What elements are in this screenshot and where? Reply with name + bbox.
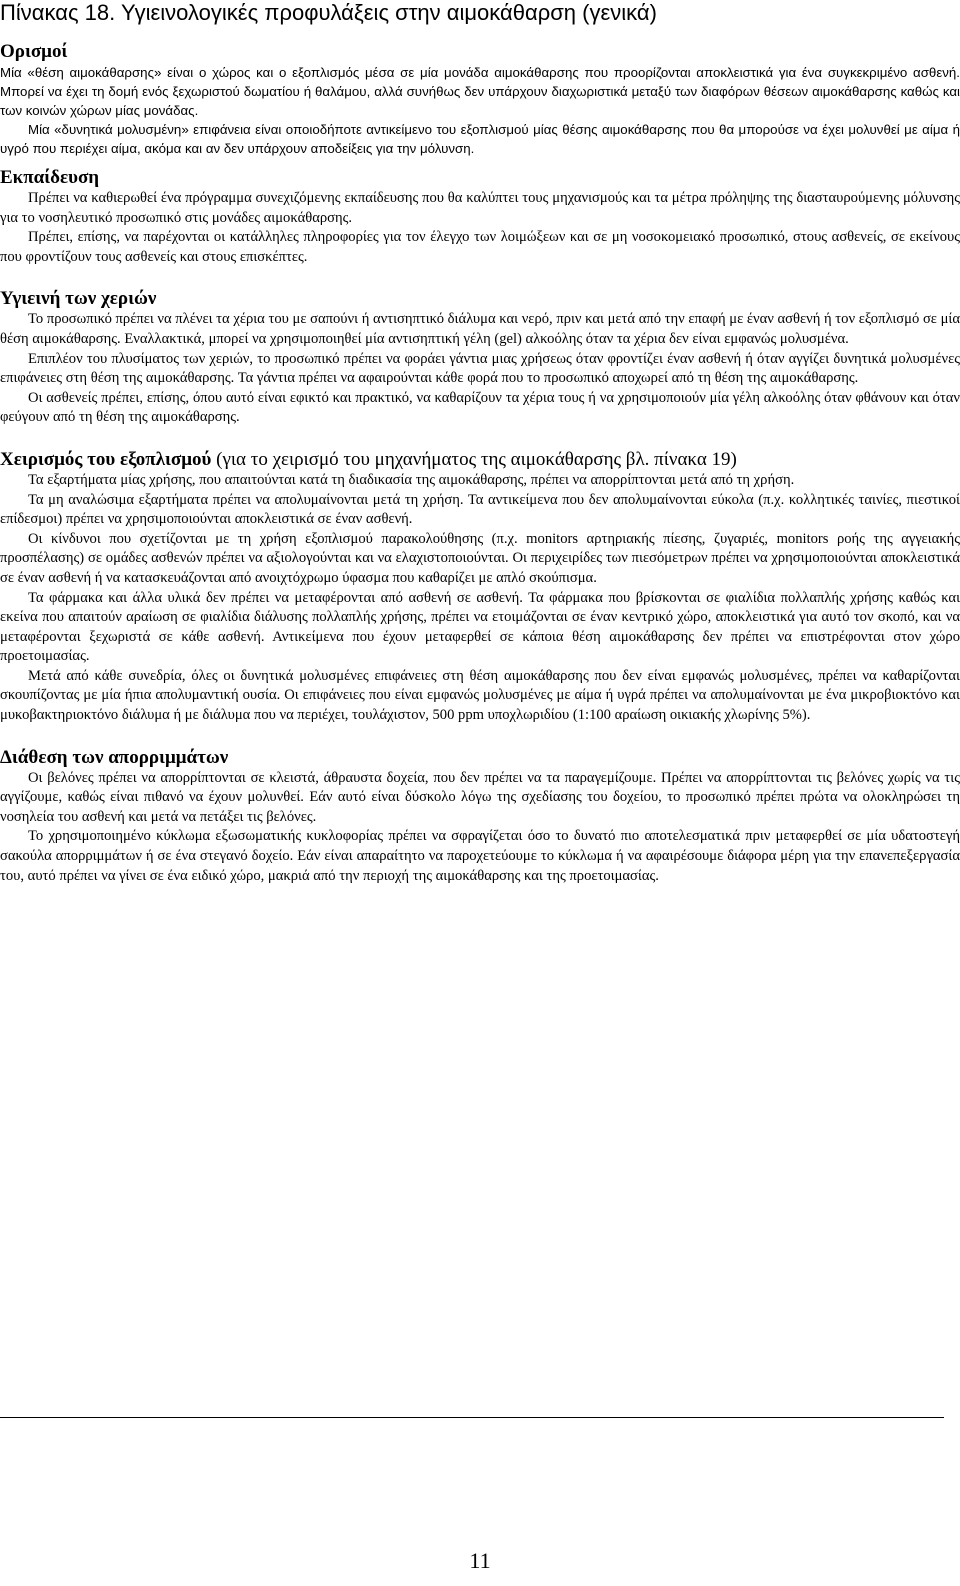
- paragraph: Οι κίνδυνοι που σχετίζονται με τη χρήση εξοπλισμού παρακολούθησης (π.χ. monitors αρτηριακής πίεσης, ζυγαριές, monitors ροής της αγγειακής προσπέλασης) σε ομάδες ασθενών πρέπει να αξιολογούνται και να ελαχιστοποιούνται. Οι περιχειρίδες των πιεσόμετρων πρέπει να χρησιμοποιούνται αποκλειστικά σε έναν ασθενή ή να κατασκευάζονται από ανοιχτόχρωμο ύφασμα που καθαρίζει με απλό σκούπισμα.: [0, 530, 960, 586]
- document-body: [0, 40, 960, 886]
- section-waste: [0, 746, 960, 887]
- paragraph: Οι ασθενείς πρέπει, επίσης, όπου αυτό είναι εφικτό και πρακτικό, να καθαρίζουν τα χέρια τους ή να χρησιμοποιούν μία γέλη αλκοόλης όταν φθάνουν και όταν φεύγουν από τη θέση της αιμοκάθαρσης.: [0, 389, 960, 426]
- paragraph: Μία «θέση αιμοκάθαρσης» είναι ο χώρος και ο εξοπλισμός μέσα σε μία μονάδα αιμοκάθαρσης που προορίζονται αποκλειστικά για ένα συγκεκριμένο ασθενή. Μπορεί να έχει τη δομή ενός ξεχωριστού δωματίου ή θαλάμου, αλλά συνήθως δεν υπάρχουν διαχωριστικά μεταξύ των διαφόρων θέσεων αιμοκάθαρσης καθώς και των κοινών χώρων μίας μονάδας.: [0, 65, 960, 118]
- page-number: 11: [469, 1548, 491, 1573]
- paragraph: Πρέπει να καθιερωθεί ένα πρόγραμμα συνεχιζόμενης εκπαίδευσης που θα καλύπτει τους μηχανισμούς και τα μέτρα πρόληψης της διασταυρούμενης μόλυνσης για το νοσηλευτικό προσωπικό στις μονάδες αιμοκάθαρσης.: [0, 190, 960, 226]
- paragraph: Το προσωπικό πρέπει να πλένει τα χέρια του με σαπούνι ή αντισηπτικό διάλυμα και νερό, πριν και μετά από την επαφή με έναν ασθενή ή τον εξοπλισμό σε μία θέση αιμοκάθαρσης. Εναλλακτικά, μπορεί να χρησιμοποιηθεί μία αντισηπτική γέλη (gel) αλκοόλης όταν τα χέρια δεν είναι εμφανώς μολυσμένα.: [0, 311, 960, 347]
- paragraph: Τα φάρμακα και άλλα υλικά δεν πρέπει να μεταφέρονται από ασθενή σε ασθενή. Τα φάρμακα που βρίσκονται σε φιαλίδια πολλαπλής χρήσης καθώς και εκείνα που απαιτούν αραίωση σε φιαλίδια διάλυσης πολλαπλής χρήσης, πρέπει να ετοιμάζονται σε έναν κεντρικό χώρο, αποκλειστικά για αυτό τον σκοπό, και να μεταφέρονται ξεχωριστά σε κάθε ασθενή. Αντικείμενα που έχουν μεταφερθεί σε κάποια θέση αιμοκάθαρσης δεν πρέπει να επιστρέφονται στον χώρο προετοιμασίας.: [0, 589, 960, 665]
- heading-bold-part: Χειρισμός του εξοπλισμού: [0, 448, 212, 470]
- paragraph: Οι βελόνες πρέπει να απορρίπτονται σε κλειστά, άθραυστα δοχεία, που δεν πρέπει να τα παραγεμίζουμε. Πρέπει να απορρίπτονται τις βελόνες χωρίς να τις αγγίζουμε, καθώς είναι πιθανό να έχουν μολυνθεί. Εάν αυτό είναι δύσκολο λόγω της σχεδίασης του δοχείου, το προσωπικό πρέπει πρώτα να ολοκληρώσει τη νοσηλεία του ασθενή και μετά να πετάξει τις βελόνες.: [0, 769, 960, 825]
- section-heading-definitions: Ορισμοί: [0, 41, 68, 62]
- section-training: [0, 166, 960, 267]
- paragraph: Τα μη αναλώσιμα εξαρτήματα πρέπει να απολυμαίνονται μετά τη χρήση. Τα αντικείμενα που δεν απολυμαίνονται εύκολα (π.χ. κολλητικές ταινίες, πιεστικοί επίδεσμοι) πρέπει να χρησιμοποιούνται αποκλειστικά σε έναν ασθενή.: [0, 491, 960, 528]
- section-equipment: [0, 448, 960, 726]
- document-title: Πίνακας 18. Υγιεινολογικές προφυλάξεις στην αιμοκάθαρση (γενικά): [0, 0, 657, 25]
- paragraph: Μετά από κάθε συνεδρία, όλες οι δυνητικά μολυσμένες επιφάνειες στη θέση αιμοκάθαρσης που δεν είναι εμφανώς μολυσμένες, πρέπει να καθαρίζονται σκουπίζοντας με μία ήπια απολυμαντική ουσία. Οι επιφάνειες που είναι εμφανώς μολυσμένες με αίμα ή υγρά πρέπει να απολυμαίνονται με ένα μικροβιοκτόνο και μυκοβακτηριοκτόνο διάλυμα ή με διάλυμα που να περιέχει, τουλάχιστον, 500 ppm υποχλωριδίου (1:100 αραίωση οικιακής χλωρίνης 5%).: [0, 667, 960, 724]
- section-hand-hygiene: [0, 287, 960, 428]
- heading-normal-part: (για το χειρισμό του μηχανήματος της αιμοκάθαρσης βλ. πίνακα 19): [211, 448, 737, 470]
- footer-rule: [0, 1417, 944, 1418]
- section-definitions: [0, 40, 960, 158]
- section-heading-equipment: [0, 448, 960, 471]
- section-heading-waste: Διάθεση των απορριμμάτων: [0, 746, 229, 768]
- section-heading-hand-hygiene: Υγιεινή των χεριών: [0, 288, 157, 310]
- paragraph: Επιπλέον του πλυσίματος των χεριών, το προσωπικό πρέπει να φοράει γάντια μιας χρήσεως όταν φροντίζει έναν ασθενή ή όταν αγγίζει δυνητικά μολυσμένες επιφάνειες στη θέση της αιμοκάθαρσης. Τα γάντια πρέπει να αφαιρούνται κάθε φορά που το προσωπικό αποχωρεί από τη θέση της αιμοκάθαρσης.: [0, 350, 960, 387]
- paragraph: Πρέπει, επίσης, να παρέχονται οι κατάλληλες πληροφορίες για τον έλεγχο των λοιμώξεων και σε μη νοσοκομειακό προσωπικό, στους ασθενείς, σε εκείνους που φροντίζουν τους ασθενείς και στους επισκέπτες.: [0, 229, 960, 265]
- section-heading-training: Εκπαίδευση: [0, 167, 100, 188]
- paragraph: Τα εξαρτήματα μίας χρήσης, που απαιτούνται κατά τη διαδικασία της αιμοκάθαρσης, πρέπει να απορρίπτονται μετά από τη χρήση.: [28, 471, 795, 488]
- paragraph: Το χρησιμοποιημένο κύκλωμα εξωσωματικής κυκλοφορίας πρέπει να σφραγίζεται όσο το δυνατό πιο αποτελεσματικά πριν μεταφερθεί σε μία υδατοστεγή σακούλα απορριμμάτων ή σε ένα στεγανό δοχείο. Εάν είναι απαραίτητο να παροχετεύουμε το κύκλωμα ή να αφαιρέσουμε διάφορα μέρη για την επανεπεξεργασία του, αυτό πρέπει να γίνει σε ένα ειδικό χώρο, μακριά από την περιοχή της αιμοκάθαρσης και της προετοιμασίας.: [0, 828, 960, 884]
- paragraph: Μία «δυνητικά μολυσμένη» επιφάνεια είναι οποιοδήποτε αντικείμενο του εξοπλισμού μίας θέσης αιμοκάθαρσης που θα μπορούσε να έχει μολυνθεί με αίμα ή υγρό που περιέχει αίμα, ακόμα και αν δεν υπάρχουν αποδείξεις για την μόλυνση.: [0, 122, 960, 156]
